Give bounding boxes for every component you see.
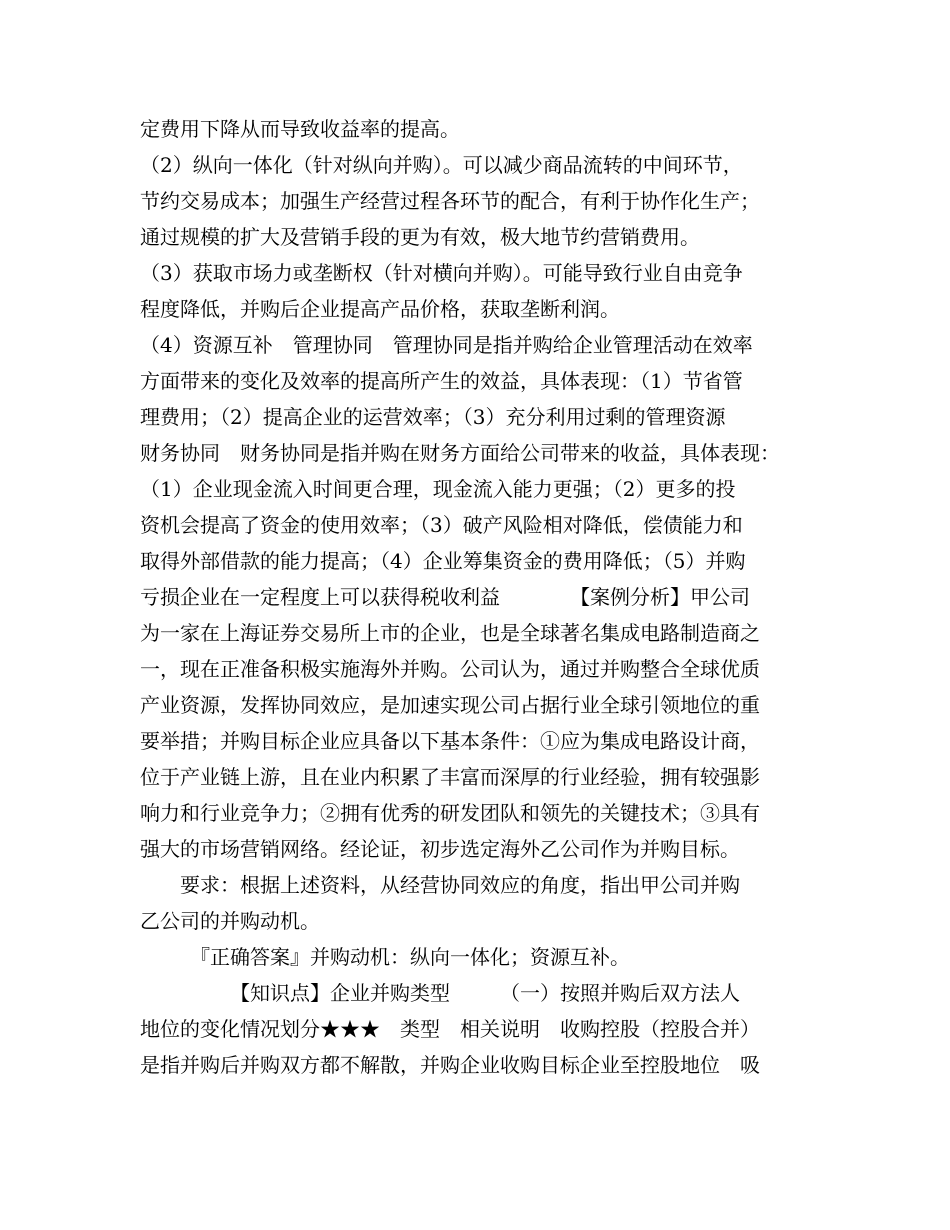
- text-line: 要举措；并购目标企业应具备以下基本条件：①应为集成电路设计商，: [140, 729, 760, 753]
- text-line: 要求：根据上述资料，从经营协同效应的角度，指出甲公司并购: [140, 873, 740, 897]
- text-line: （4）资源互补 管理协同 管理协同是指并购给企业管理活动在效率: [140, 333, 753, 357]
- text-line: 为一家在上海证券交易所上市的企业，也是全球著名集成电路制造商之: [140, 621, 760, 645]
- text-line: （1）企业现金流入时间更合理，现金流入能力更强；（2）更多的投: [140, 477, 736, 501]
- text-line: 是指并购后并购双方都不解散，并购企业收购目标企业至控股地位 吸: [140, 1053, 760, 1077]
- text-line: 地位的变化情况划分★★★ 类型 相关说明 收购控股（控股合并）: [140, 1017, 760, 1041]
- text-line: 财务协同 财务协同是指并购在财务方面给公司带来的收益，具体表现：: [140, 441, 780, 465]
- text-line: 一，现在正准备积极实施海外并购。公司认为，通过并购整合全球优质: [140, 657, 760, 681]
- text-line: 定费用下降从而导致收益率的提高。: [140, 117, 460, 141]
- text-line: 取得外部借款的能力提高；（4）企业筹集资金的费用降低；（5）并购: [140, 549, 746, 573]
- text-line: 『正确答案』并购动机：纵向一体化；资源互补。: [140, 945, 630, 969]
- text-line: 程度降低，并购后企业提高产品价格，获取垄断利润。: [140, 297, 620, 321]
- text-line: 乙公司的并购动机。: [140, 909, 320, 933]
- text-line: （3）获取市场力或垄断权（针对横向并购）。可能导致行业自由竞争: [140, 261, 743, 285]
- text-line: 资机会提高了资金的使用效率；（3）破产风险相对降低，偿债能力和: [140, 513, 743, 537]
- text-line: 位于产业链上游，且在业内积累了丰富而深厚的行业经验，拥有较强影: [140, 765, 760, 789]
- text-line: 方面带来的变化及效率的提高所产生的效益，具体表现：（1）节省管: [140, 369, 743, 393]
- text-line: 【知识点】企业并购类型 （一）按照并购后双方法人: [140, 981, 740, 1005]
- text-line: 响力和行业竞争力；②拥有优秀的研发团队和领先的关键技术；③具有: [140, 801, 760, 825]
- text-line: 产业资源，发挥协同效应，是加速实现公司占据行业全球引领地位的重: [140, 693, 760, 717]
- text-line: 通过规模的扩大及营销手段的更为有效，极大地节约营销费用。: [140, 225, 700, 249]
- text-line: 强大的市场营销网络。经论证，初步选定海外乙公司作为并购目标。: [140, 837, 740, 861]
- text-line: （2）纵向一体化（针对纵向并购）。可以减少商品流转的中间环节，: [140, 153, 743, 177]
- text-line: 节约交易成本；加强生产经营过程各环节的配合，有利于协作化生产；: [140, 189, 760, 213]
- text-line: 亏损企业在一定程度上可以获得税收利益 【案例分析】甲公司: [140, 585, 750, 609]
- text-line: 理费用；（2）提高企业的运营效率；（3）充分利用过剩的管理资源: [140, 405, 726, 429]
